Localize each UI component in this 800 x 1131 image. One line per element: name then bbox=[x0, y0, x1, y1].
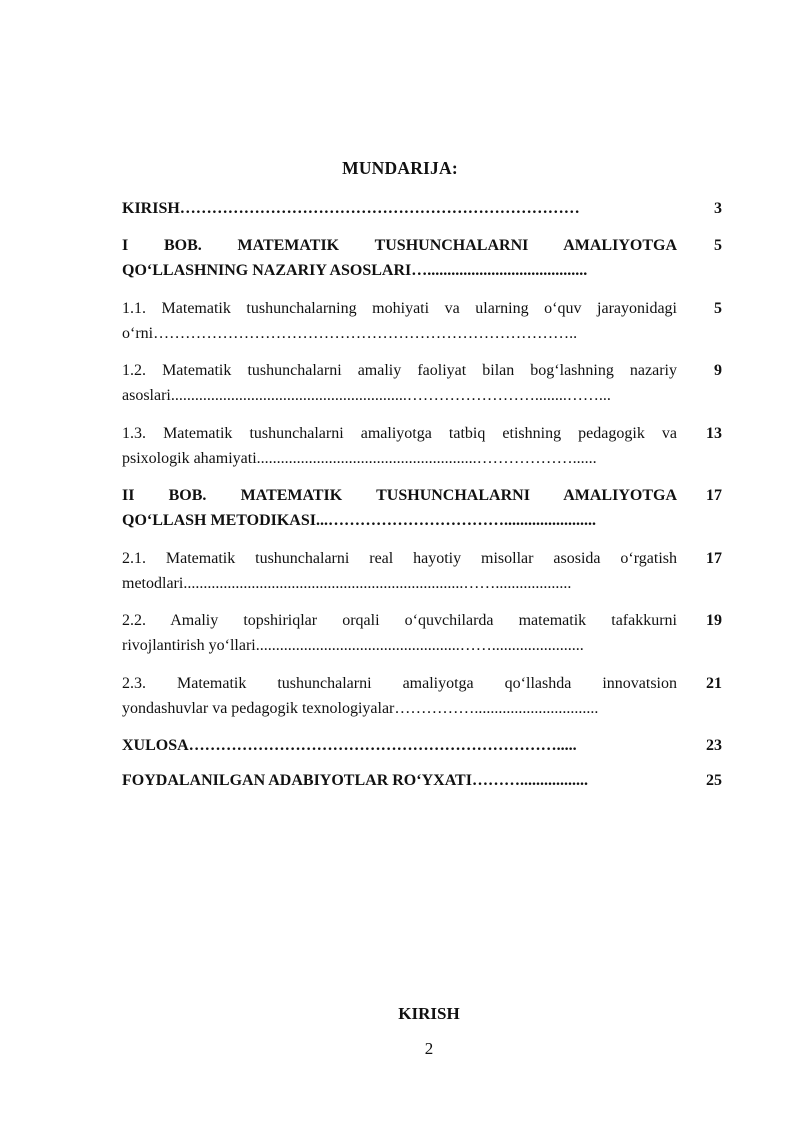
toc-entry-title: 2.1. Matematik tushunchalarni real hayotiy misollar asosida o‘rgatish metodlari......................................................................……................... bbox=[122, 550, 677, 592]
toc-entry-adabiyotlar[interactable] bbox=[122, 768, 722, 793]
toc-entry-2-3[interactable] bbox=[122, 671, 722, 721]
toc-entry-title: 1.3. Matematik tushunchalarni amaliyotga tatbiq etishning pedagogik va psixologik ahamiyati.......................................................………………...... bbox=[122, 425, 677, 467]
toc-entry-page: 17 bbox=[706, 550, 722, 567]
toc-entry-title: 1.2. Matematik tushunchalarni amaliy faoliyat bilan bog‘lashning nazariy asoslari...........................................................……………………........……... bbox=[122, 362, 677, 404]
toc-entry-page: 9 bbox=[714, 362, 722, 379]
page-title: MUNDARIJA: bbox=[342, 158, 458, 178]
toc-entry-title: 2.2. Amaliy topshiriqlar orqali o‘quvchilarda matematik tafakkurni rivojlantirish yo‘llari...................................................……....................... bbox=[122, 612, 677, 654]
toc-entry-chapter-1[interactable] bbox=[122, 233, 722, 283]
toc-entry-page: 17 bbox=[706, 487, 722, 504]
toc-entry-1-3[interactable] bbox=[122, 421, 722, 471]
toc-entry-1-2[interactable] bbox=[122, 358, 722, 408]
toc-entry-page: 25 bbox=[706, 772, 722, 789]
toc-entry-page: 19 bbox=[706, 612, 722, 629]
toc-entry-chapter-2[interactable] bbox=[122, 483, 722, 533]
toc-entry-1-1[interactable] bbox=[122, 296, 722, 346]
toc-entry-title: XULOSA……………………………………………………………..... bbox=[122, 737, 577, 754]
toc-entry-title: 2.3. Matematik tushunchalarni amaliyotga qo‘llashda innovatsion yondashuvlar va pedagogik texnologiyalar……………............................... bbox=[122, 675, 677, 717]
toc-entry-title: I BOB. MATEMATIK TUSHUNCHALARNI AMALIYOTGA QO‘LLASHNING NAZARIY ASOSLARI…........................................ bbox=[122, 237, 677, 279]
toc-entry-title: FOYDALANILGAN ADABIYOTLAR RO‘YXATI………................. bbox=[122, 772, 588, 789]
page-number: 2 bbox=[424, 1039, 434, 1058]
toc-entry-page: 5 bbox=[714, 237, 722, 254]
toc-entry-title: 1.1. Matematik tushunchalarning mohiyati va ularning o‘quv jarayonidagi o‘rni…………………………………………………………………….. bbox=[122, 300, 677, 342]
toc-entry-page: 3 bbox=[714, 200, 722, 217]
toc-entry-2-1[interactable] bbox=[122, 546, 722, 596]
toc-entry-xulosa[interactable] bbox=[122, 733, 722, 758]
next-section-heading: KIRISH bbox=[398, 1004, 460, 1023]
toc-entry-page: 13 bbox=[706, 425, 722, 442]
toc-entry-title: KIRISH………………………………………………………………… bbox=[122, 200, 580, 217]
toc-entry-title: II BOB. MATEMATIK TUSHUNCHALARNI AMALIYOTGA QO‘LLASH METODIKASI...……………………………....................... bbox=[122, 487, 677, 529]
toc-entry-page: 5 bbox=[714, 300, 722, 317]
toc-entry-page: 23 bbox=[706, 737, 722, 754]
toc-entry-kirish[interactable] bbox=[122, 196, 722, 221]
toc-entry-page: 21 bbox=[706, 675, 722, 692]
toc-entry-2-2[interactable] bbox=[122, 608, 722, 658]
